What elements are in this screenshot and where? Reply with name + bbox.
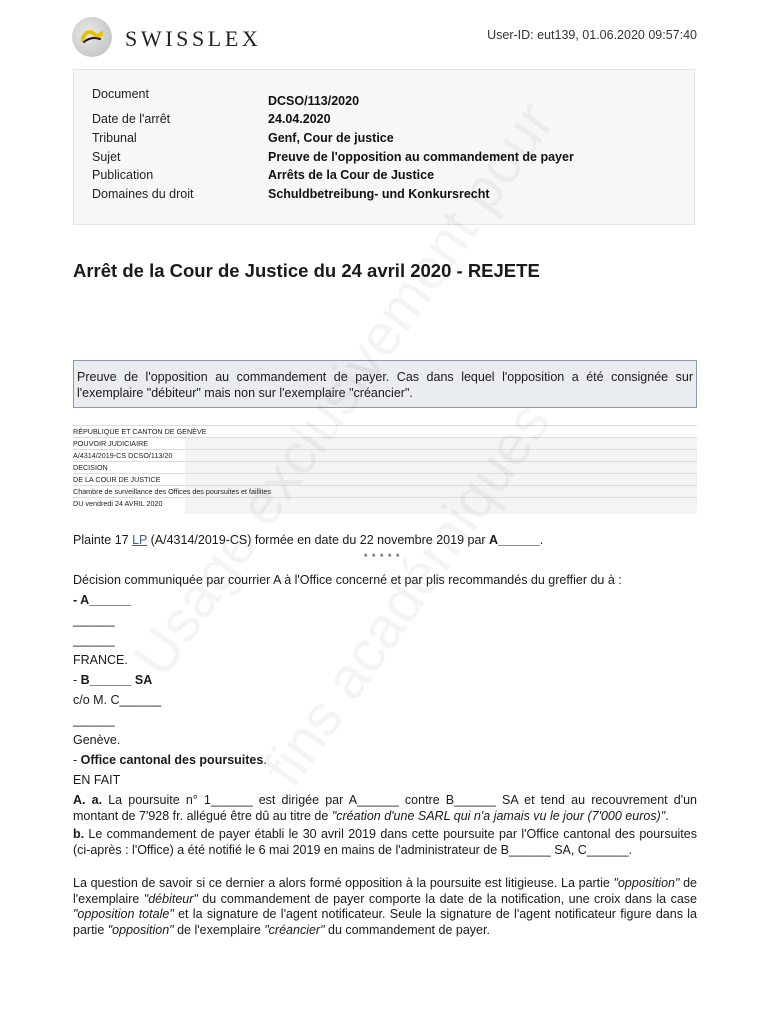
paragraph-b [73,827,697,858]
party-b-dash: - [73,673,81,687]
meta-label-domaines: Domaines du droit [92,187,194,201]
court-line-cour: DE LA COUR DE JUSTICE [73,473,697,484]
meta-label-tribunal: Tribunal [92,131,137,145]
meta-label-publication: Publication [92,168,154,182]
party-b-bold: B______ [80,673,132,687]
logo-mark-icon [81,30,103,44]
paragraph-opposition-part-3: du commandement de payer comporte la date de la notification, une croix dans la case [197,891,698,906]
party-b-sa: SA [131,673,153,687]
separator-stars: * * * * * [364,552,401,562]
party-b-co: c/o M. C______ [73,693,162,707]
brand-name: SWISSLEX [125,26,262,51]
court-line-republic: RÉPUBLIQUE ET CANTON DE GENÈVE [73,425,697,436]
meta-value-domaines: Schuldbetreibung- und Konkursrecht [268,187,490,201]
party-b-name [73,673,152,687]
paragraph-opposition-quote-1: "opposition" [613,876,680,890]
paragraph-opposition-part-4: et la signature de l'agent notificateur. Seule la signature de l'agent notificateur figure dans la partie [73,907,697,937]
office-line [73,753,267,767]
meta-value-document: DCSO/113/2020 [268,94,360,108]
party-a-name [73,593,131,607]
meta-label-sujet: Sujet [92,150,121,164]
paragraph-b-marker: b. [73,827,85,841]
paragraph-opposition-part-5: de l'exemplaire [173,922,265,937]
office-end: . [263,753,267,767]
court-line-reference: A/4314/2019-CS DCSO/113/20 [73,449,697,460]
party-a-country: FRANCE. [73,653,128,667]
paragraph-a-a-marker: A. a. [73,793,103,807]
party-a-blank-2: ______ [73,633,115,647]
party-b-city: Genève. [73,733,121,747]
plainte-party: A______ [489,533,540,547]
meta-value-publication: Arrêts de la Cour de Justice [268,168,435,182]
decision-line: Décision communiquée par courrier A à l'Office concerné et par plis recommandés du greffier du à : [73,573,622,587]
page-title: Arrêt de la Cour de Justice du 24 avril 2020 - REJETE [73,260,540,281]
paragraph-a-a-text: La poursuite n° 1______ est dirigée par A______ contre B______ SA et tend au recouvrement d'un montant de 7'928 fr. allégué être dû au titre de [73,793,697,823]
logo-circle-icon [72,17,112,57]
party-a-bold: A______ [80,593,131,607]
meta-value-date: 24.04.2020 [268,112,331,126]
user-id-timestamp: User-ID: eut139, 01.06.2020 09:57:40 [487,28,697,42]
paragraph-a-a-end: . [665,808,669,823]
meta-label-date: Date de l'arrêt [92,112,171,126]
party-a-dash: - [73,593,81,607]
court-line-chambre: Chambre de surveillance des Offices des poursuites et faillites [73,485,697,496]
paragraph-opposition-part-2: de l'exemplaire [73,876,697,906]
meta-value-tribunal: Genf, Cour de justice [268,131,394,145]
lp-link[interactable]: LP [132,533,148,547]
summary-box: Preuve de l'opposition au commandement de payer. Cas dans lequel l'opposition a été consignée sur l'exemplaire "débiteur" mais non sur l'exemplaire "créancier". [73,360,697,408]
paragraph-opposition-part-6: du commandement de payer. [324,922,490,937]
court-line-decision: DECISION [73,461,697,472]
court-header-block [73,425,697,515]
paragraph-opposition [73,876,697,938]
document-meta-table [73,69,695,225]
plainte-end: . [539,533,544,547]
swisslex-logo[interactable] [72,17,262,59]
section-heading-en-fait: EN FAIT [73,773,121,787]
plainte-middle: (A/4314/2019-CS) formée en date du 22 novembre 2019 par [147,533,490,547]
paragraph-opposition-quote-5: "créancier" [264,922,325,937]
paragraph-b-text: Le commandement de payer établi le 30 avril 2019 dans cette poursuite par l'Office cantonal des poursuites (ci-après : l'Office) a été notifié le 6 mai 2019 en mains de l'administrateur de B______ SA, C______. [73,827,697,857]
paragraph-opposition-quote-2: "débiteur" [143,891,198,906]
office-dash: - [73,753,81,767]
plainte-line [73,533,543,547]
party-b-blank: ______ [73,713,115,727]
paragraph-opposition-quote-4: "opposition" [107,922,174,937]
paragraph-a-a [73,793,697,824]
court-line-date: DU vendredi 24 AVRIL 2020 [73,497,697,508]
court-line-pouvoir: POUVOIR JUDICIAIRE [73,437,697,448]
paragraph-opposition-quote-3: "opposition totale" [73,907,174,921]
meta-value-sujet: Preuve de l'opposition au commandement de payer [268,150,574,164]
meta-label-document: Document [92,87,149,101]
paragraph-opposition-part-1: La question de savoir si ce dernier a alors formé opposition à la poursuite est litigieuse. La partie [73,876,614,890]
paragraph-a-a-quote: "création d'une SARL qui n'a jamais vu le jour (7'000 euros)" [331,808,666,823]
party-a-blank-1: ______ [73,613,115,627]
office-name: Office cantonal des poursuites [80,753,264,767]
plainte-prefix: Plainte 17 [73,533,133,547]
